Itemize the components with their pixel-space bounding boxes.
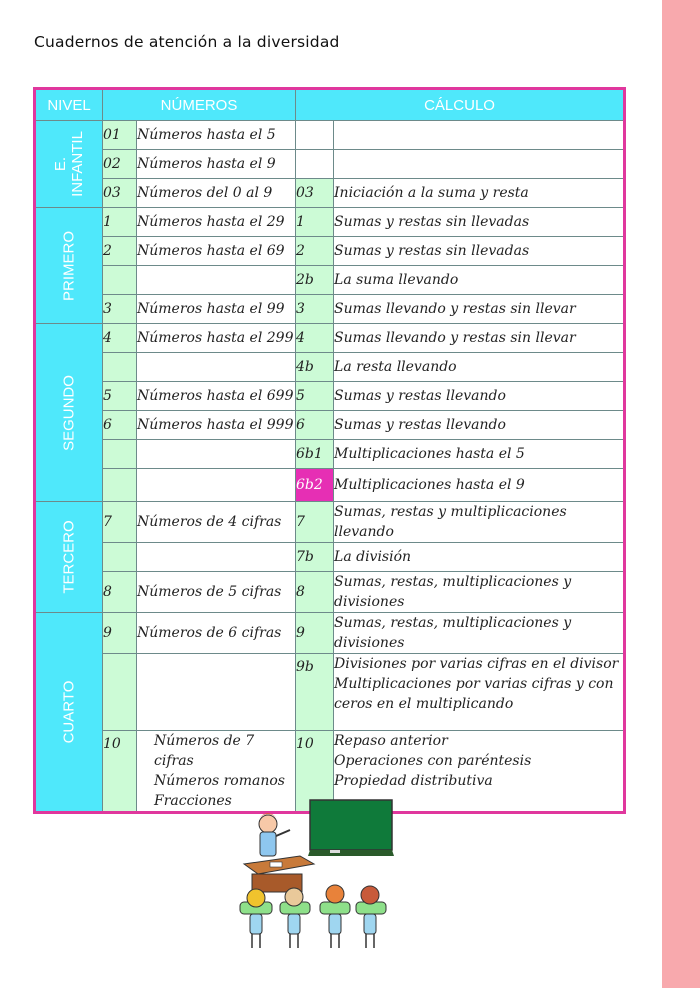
classroom-illustration-icon bbox=[230, 790, 410, 955]
number-code: 02 bbox=[103, 150, 137, 179]
empty-cell bbox=[103, 353, 137, 382]
number-code: 8 bbox=[103, 572, 137, 613]
empty-cell bbox=[137, 440, 296, 469]
empty-cell bbox=[137, 353, 296, 382]
calc-code: 8 bbox=[296, 572, 334, 613]
empty-cell bbox=[103, 654, 137, 731]
table-row bbox=[35, 266, 625, 295]
calc-code: 7b bbox=[296, 543, 334, 572]
number-topic: Números hasta el 9 bbox=[137, 150, 296, 179]
level-label: TERCERO bbox=[60, 520, 78, 594]
table-row bbox=[35, 411, 625, 440]
empty-cell bbox=[296, 150, 334, 179]
calc-topic: Sumas y restas sin llevadas bbox=[334, 208, 625, 237]
empty-cell bbox=[334, 150, 625, 179]
level-cell-cuarto bbox=[35, 613, 103, 813]
empty-cell bbox=[296, 121, 334, 150]
table-row bbox=[35, 150, 625, 179]
calc-topic: Sumas, restas, multiplicaciones y divisiones bbox=[334, 613, 625, 654]
table-row bbox=[35, 613, 625, 654]
number-code: 2 bbox=[103, 237, 137, 266]
empty-cell bbox=[137, 543, 296, 572]
calc-code: 6b1 bbox=[296, 440, 334, 469]
header-calculo: CÁLCULO bbox=[296, 89, 625, 121]
calc-topic: La división bbox=[334, 543, 625, 572]
number-code: 9 bbox=[103, 613, 137, 654]
level-cell-tercero bbox=[35, 502, 103, 613]
table-header-row bbox=[35, 89, 625, 121]
empty-cell bbox=[103, 266, 137, 295]
table-row bbox=[35, 654, 625, 731]
table-row bbox=[35, 382, 625, 411]
number-code: 6 bbox=[103, 411, 137, 440]
level-cell-infantil bbox=[35, 121, 103, 208]
number-topic: Números de 4 cifras bbox=[137, 502, 296, 543]
table-row bbox=[35, 208, 625, 237]
number-code: 4 bbox=[103, 324, 137, 353]
number-code: 5 bbox=[103, 382, 137, 411]
number-topic: Números de 5 cifras bbox=[137, 572, 296, 613]
calc-topic: Divisiones por varias cifras en el divisor Multiplicaciones por varias cifras y con ceros en el multiplicando bbox=[334, 654, 625, 731]
table-row bbox=[35, 295, 625, 324]
calc-topic: Sumas, restas y multiplicaciones llevando bbox=[334, 502, 625, 543]
calc-code: 2 bbox=[296, 237, 334, 266]
empty-cell bbox=[103, 440, 137, 469]
number-topic: Números hasta el 99 bbox=[137, 295, 296, 324]
calc-topic: Sumas y restas llevando bbox=[334, 411, 625, 440]
level-cell-segundo bbox=[35, 324, 103, 502]
calc-code: 03 bbox=[296, 179, 334, 208]
table-row bbox=[35, 502, 625, 543]
number-code: 7 bbox=[103, 502, 137, 543]
calc-topic: La resta llevando bbox=[334, 353, 625, 382]
calc-code: 4 bbox=[296, 324, 334, 353]
empty-cell bbox=[103, 543, 137, 572]
calc-code: 3 bbox=[296, 295, 334, 324]
number-topic: Números hasta el 29 bbox=[137, 208, 296, 237]
calc-topic: La suma llevando bbox=[334, 266, 625, 295]
calc-code: 7 bbox=[296, 502, 334, 543]
number-topic: Números hasta el 5 bbox=[137, 121, 296, 150]
calc-topic: Iniciación a la suma y resta bbox=[334, 179, 625, 208]
table-row bbox=[35, 121, 625, 150]
number-code: 1 bbox=[103, 208, 137, 237]
calc-topic: Sumas llevando y restas sin llevar bbox=[334, 324, 625, 353]
calc-code: 10 bbox=[296, 731, 334, 813]
number-topic: Números de 6 cifras bbox=[137, 613, 296, 654]
curriculum-table bbox=[33, 87, 626, 814]
calc-topic: Sumas, restas, multiplicaciones y divisiones bbox=[334, 572, 625, 613]
header-numeros: NÚMEROS bbox=[103, 89, 296, 121]
calc-topic: Repaso anterior Operaciones con paréntesis Propiedad distributiva bbox=[334, 731, 625, 813]
number-code: 10 bbox=[103, 731, 137, 813]
number-topic: Números de 7 cifras Números romanos Fracciones bbox=[137, 731, 296, 813]
calc-topic: Sumas y restas llevando bbox=[334, 382, 625, 411]
number-topic: Números hasta el 999 bbox=[137, 411, 296, 440]
header-nivel: NIVEL bbox=[35, 89, 103, 121]
calc-code: 4b bbox=[296, 353, 334, 382]
level-label: PRIMERO bbox=[60, 230, 78, 301]
calc-code: 1 bbox=[296, 208, 334, 237]
calc-code-highlighted: 6b2 bbox=[296, 469, 334, 502]
table-row bbox=[35, 353, 625, 382]
calc-code: 9 bbox=[296, 613, 334, 654]
empty-cell bbox=[137, 654, 296, 731]
number-topic: Números hasta el 699 bbox=[137, 382, 296, 411]
level-label: CUARTO bbox=[60, 680, 78, 744]
table-row bbox=[35, 469, 625, 502]
table-row bbox=[35, 324, 625, 353]
number-topic: Números del 0 al 9 bbox=[137, 179, 296, 208]
empty-cell bbox=[137, 469, 296, 502]
number-topic: Números hasta el 69 bbox=[137, 237, 296, 266]
calc-code: 5 bbox=[296, 382, 334, 411]
level-label: E. INFANTIL bbox=[52, 131, 86, 197]
calc-code: 2b bbox=[296, 266, 334, 295]
calc-topic: Multiplicaciones hasta el 5 bbox=[334, 440, 625, 469]
number-code: 3 bbox=[103, 295, 137, 324]
table-row bbox=[35, 572, 625, 613]
number-topic: Números hasta el 299 bbox=[137, 324, 296, 353]
calc-topic: Multiplicaciones hasta el 9 bbox=[334, 469, 625, 502]
empty-cell bbox=[103, 469, 137, 502]
calc-code: 6 bbox=[296, 411, 334, 440]
calc-topic: Sumas llevando y restas sin llevar bbox=[334, 295, 625, 324]
empty-cell bbox=[334, 121, 625, 150]
table-row bbox=[35, 543, 625, 572]
page-title: Cuadernos de atención a la diversidad bbox=[34, 33, 340, 51]
level-label: SEGUNDO bbox=[60, 374, 78, 451]
number-code: 03 bbox=[103, 179, 137, 208]
side-color-band bbox=[662, 0, 700, 988]
empty-cell bbox=[137, 266, 296, 295]
table-row bbox=[35, 440, 625, 469]
number-code: 01 bbox=[103, 121, 137, 150]
calc-topic: Sumas y restas sin llevadas bbox=[334, 237, 625, 266]
table-row bbox=[35, 237, 625, 266]
table-row bbox=[35, 179, 625, 208]
level-cell-primero bbox=[35, 208, 103, 324]
calc-code: 9b bbox=[296, 654, 334, 731]
